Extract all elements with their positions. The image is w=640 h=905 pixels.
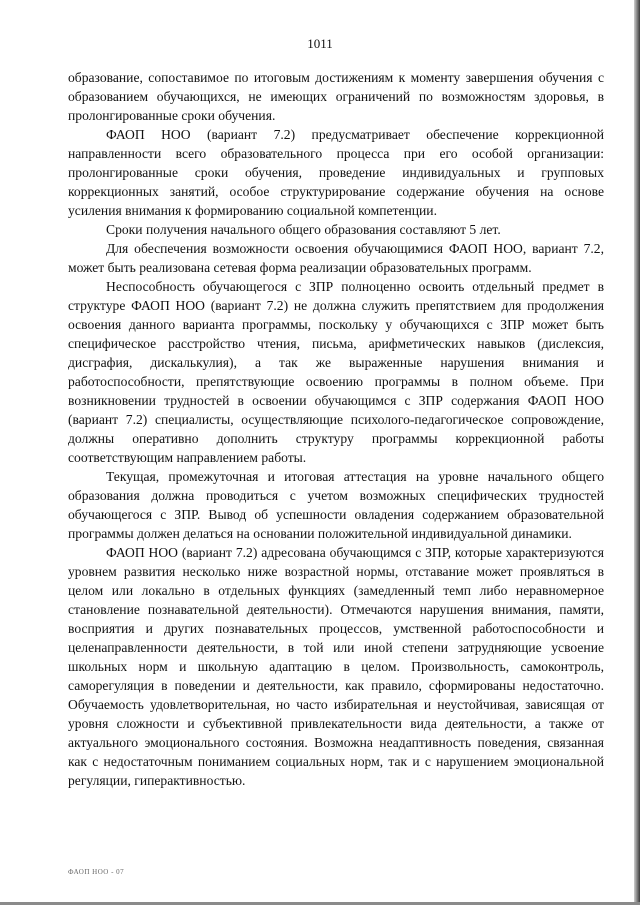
paragraph-7: ФАОП НОО (вариант 7.2) адресована обучающимся с ЗПР, которые характеризуются уровнем развития несколько ниже возрастной нормы, отставание может проявляться в целом или локально в отдельных функциях (замедленный темп либо неравномерное становление познавательной деятельности). Отмечаются нарушения внимания, памяти, восприятия и других познавательных процессов, умственной работоспособности и целенаправленности деятельности, в той или иной степени затрудняющие усвоение школьных норм и школьную адаптацию в целом. Произвольность, самоконтроль, саморегуляция в поведении и деятельности, как правило, сформированы недостаточно. Обучаемость удовлетворительная, но часто избирательная и неустойчивая, зависящая от уровня сложности и субъективной привлекательности вида деятельности, а также от актуального эмоционального состояния. Возможна неадаптивность поведения, связанная как с недостаточным пониманием социальных норм, так и с нарушением эмоциональной регуляции, гиперактивностью. <box>68 545 604 788</box>
page-edge-shadow <box>634 0 640 905</box>
paragraph-2: ФАОП НОО (вариант 7.2) предусматривает обеспечение коррекционной направленности всего образовательного процесса при его особой организации: пролонгированные сроки обучения, проведение индивидуальных и групповых коррекционных занятий, особое структурирование содержание обучения на основе усиления внимания к формированию социальной компетенции. <box>68 127 604 218</box>
footer-doc-code: ФАОП НОО - 07 <box>68 868 125 876</box>
paragraph-4: Для обеспечения возможности освоения обучающимися ФАОП НОО, вариант 7.2, может быть реализована сетевая форма реализации образовательных программ. <box>68 241 604 275</box>
paragraph-3: Сроки получения начального общего образования составляют 5 лет. <box>106 222 501 237</box>
paragraph-1: образование, сопоставимое по итоговым достижениям к моменту завершения обучения с образованием обучающихся, не имеющих ограничений по возможностям здоровья, в пролонгированные сроки обучения. <box>68 70 604 123</box>
paragraph-5: Неспособность обучающегося с ЗПР полноценно освоить отдельный предмет в структуре ФАОП НОО (вариант 7.2) не должна служить препятствием для продолжения освоения данного варианта программы, поскольку у обучающихся с ЗПР может быть специфическое расстройство чтения, письма, арифметических навыков (дислексия, дисграфия, дискалькулия), а так же выраженные нарушения внимания и работоспособности, препятствующие освоению программы в полном объеме. При возникновении трудностей в освоении обучающимся с ЗПР содержания ФАОП НОО (вариант 7.2) специалисты, осуществляющие психолого-педагогическое сопровождение, должны оперативно дополнить структуру программы коррекционной работы соответствующим направлением работы. <box>68 279 604 465</box>
paragraph-6: Текущая, промежуточная и итоговая аттестация на уровне начального общего образования должна проводиться с учетом возможных специфических трудностей обучающегося с ЗПР. Вывод об успешности овладения содержанием образовательной программы должен делаться на основании положительной индивидуальной динамики. <box>68 469 604 541</box>
page-number: 1011 <box>307 36 333 51</box>
document-body <box>68 68 604 790</box>
